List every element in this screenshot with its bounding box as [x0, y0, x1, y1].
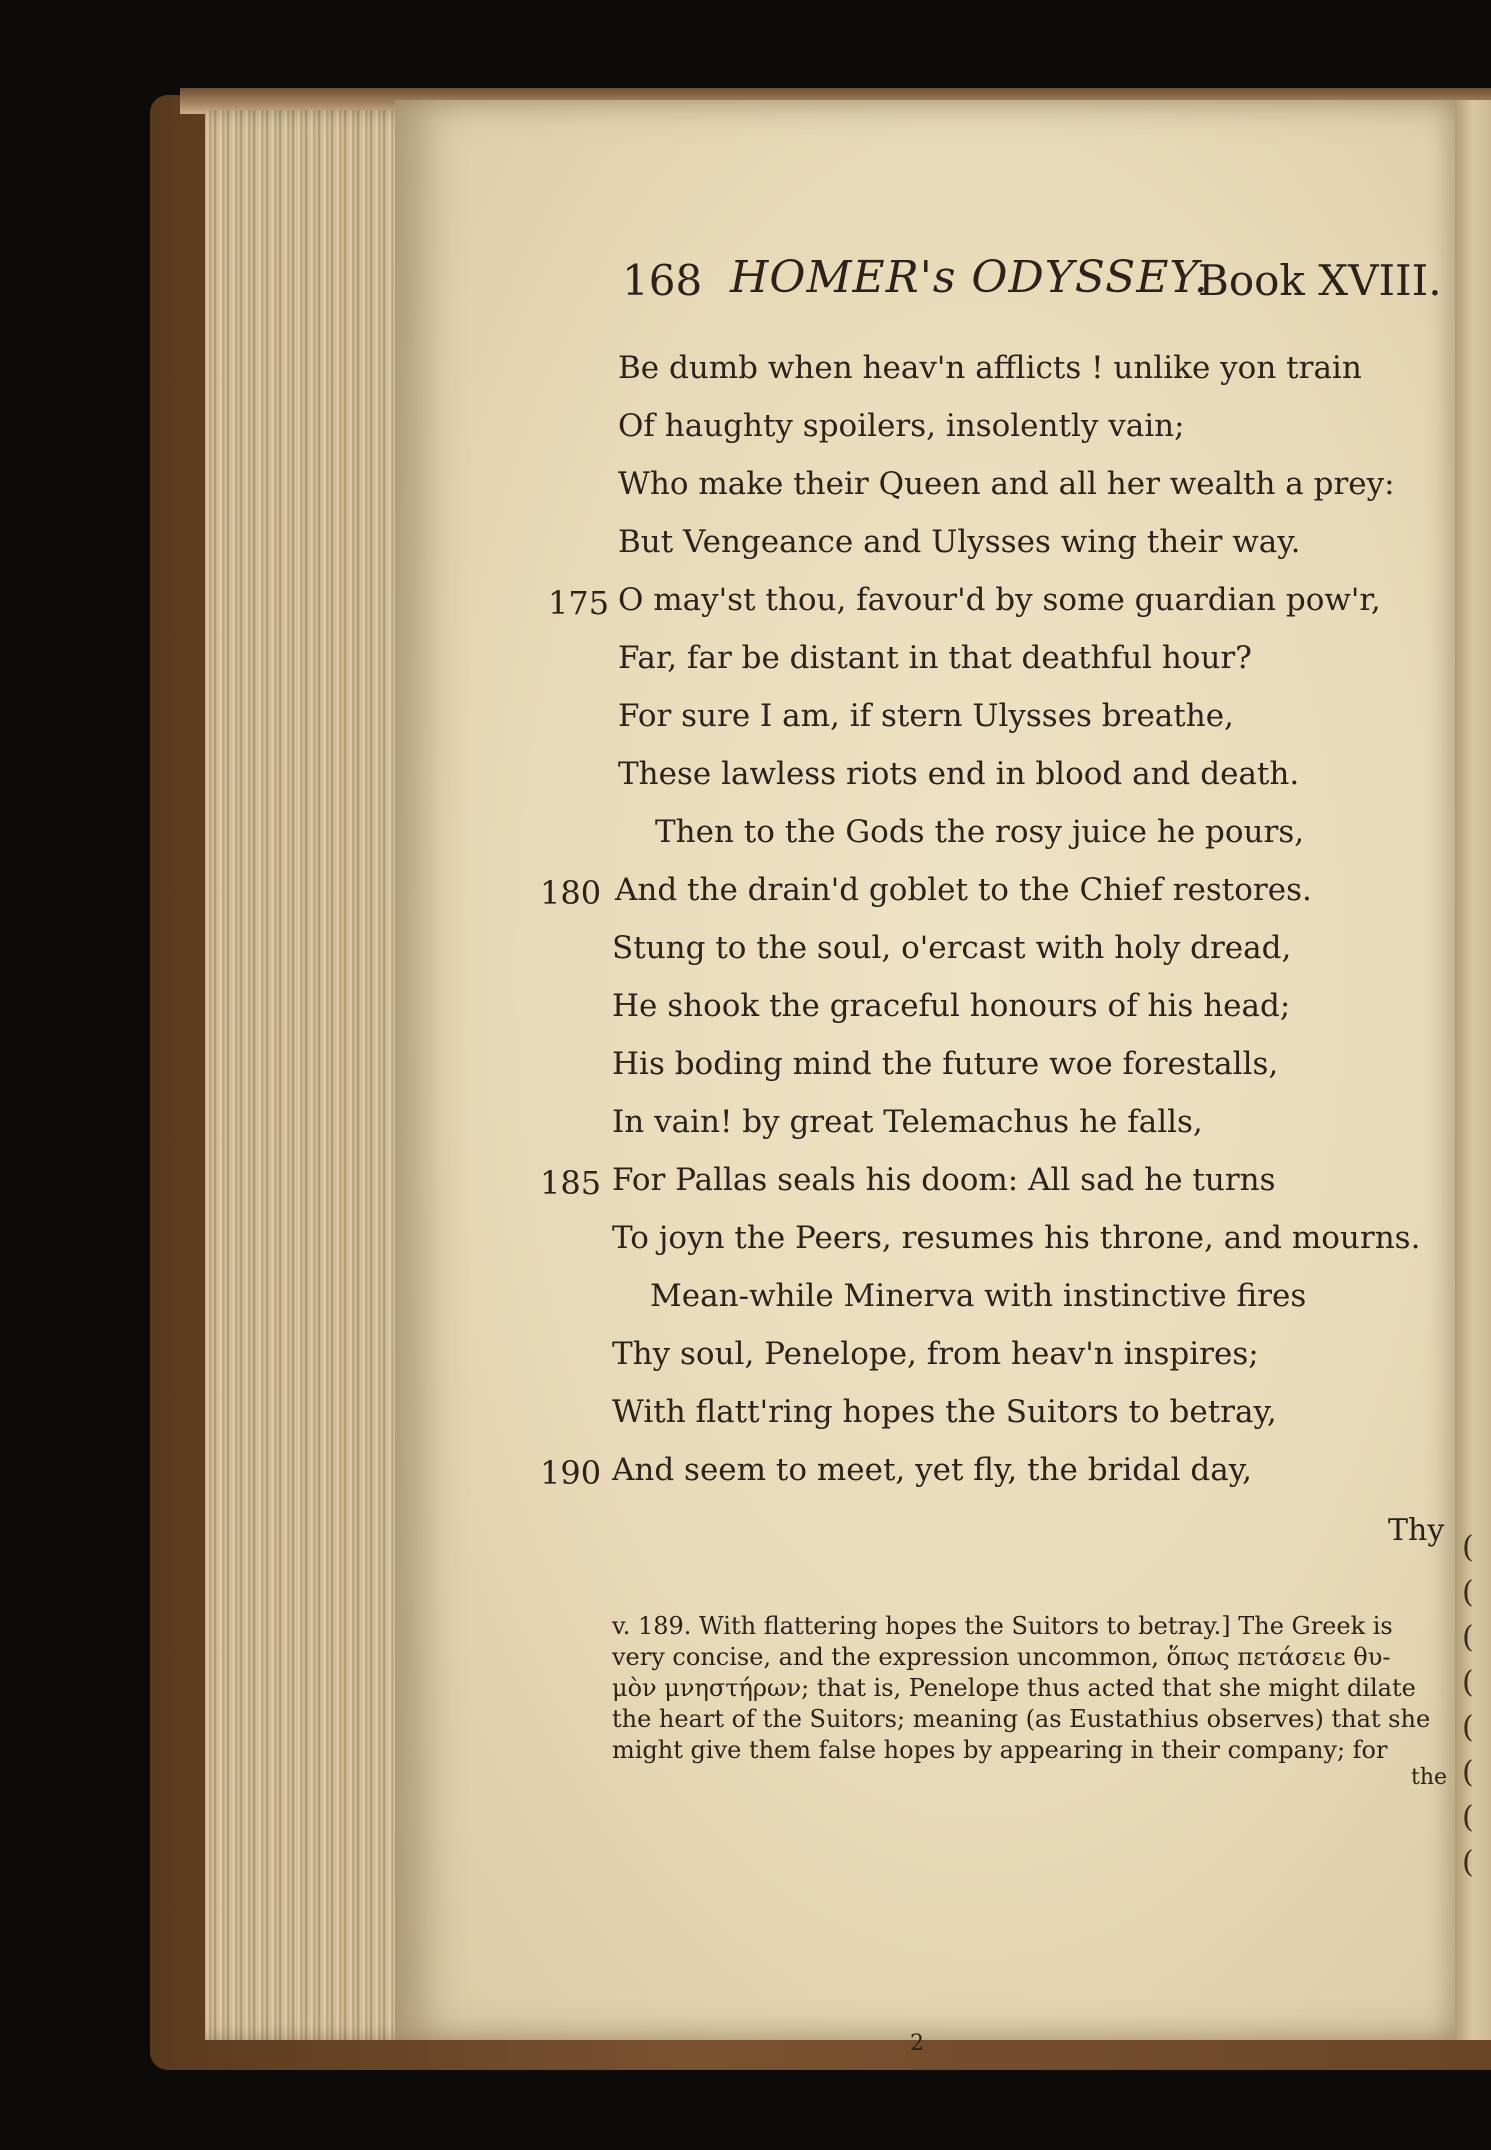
verse-line: With flatt'ring hopes the Suitors to betray, — [612, 1394, 1277, 1430]
facing-page-glyph: ( — [1462, 1845, 1474, 1880]
facing-page-glyph: ( — [1462, 1530, 1474, 1565]
footnote-line: very concise, and the expression uncommon, ὅπως πετάσειε θυ- — [612, 1643, 1391, 1671]
verse-line: These lawless riots end in blood and death. — [618, 756, 1300, 792]
footnote-line: might give them false hopes by appearing in their company; for — [612, 1736, 1388, 1764]
verse-line: O may'st thou, favour'd by some guardian pow'r, — [618, 582, 1381, 618]
verse-line: Who make their Queen and all her wealth a prey: — [618, 466, 1395, 502]
line-number: 190 — [540, 1454, 602, 1492]
verse-line: But Vengeance and Ulysses wing their way. — [618, 524, 1301, 560]
facing-page-glyph: ( — [1462, 1575, 1474, 1610]
facing-page-glyph: ( — [1462, 1620, 1474, 1655]
verse-line: Far, far be distant in that deathful hour? — [618, 640, 1252, 676]
facing-page-edge — [1455, 100, 1491, 2040]
verse-line: For sure I am, if stern Ulysses breathe, — [618, 698, 1234, 734]
page-number: 168 — [622, 256, 703, 305]
book-label: Book XVIII. — [1198, 256, 1442, 305]
verse-line: And the drain'd goblet to the Chief restores. — [615, 872, 1312, 908]
verse-line: And seem to meet, yet fly, the bridal day, — [612, 1452, 1252, 1488]
footnote-catchword: the — [1411, 1765, 1448, 1790]
catchword: Thy — [1388, 1513, 1445, 1548]
footnote-line: the heart of the Suitors; meaning (as Eustathius observes) that she — [612, 1705, 1431, 1733]
verse-line: Be dumb when heav'n afflicts ! unlike yon train — [618, 350, 1362, 386]
verse-line: Then to the Gods the rosy juice he pours, — [655, 814, 1305, 850]
footnote-line: μὸν μνηστήρων; that is, Penelope thus acted that she might dilate — [612, 1674, 1416, 1702]
facing-page-glyph: ( — [1462, 1710, 1474, 1745]
line-number: 175 — [548, 584, 610, 622]
facing-page-glyph: ( — [1462, 1755, 1474, 1790]
running-title: HOMER's ODYSSEY. — [730, 252, 1209, 303]
verse-line: Mean-while Minerva with instinctive fires — [650, 1278, 1307, 1314]
verse-line: His boding mind the future woe forestalls, — [612, 1046, 1279, 1082]
verse-line: Of haughty spoilers, insolently vain; — [618, 408, 1185, 444]
verse-line: In vain! by great Telemachus he falls, — [612, 1104, 1203, 1140]
verse-line: He shook the graceful honours of his head; — [612, 988, 1291, 1024]
signature-mark: 2 — [910, 2031, 924, 2056]
facing-page-glyph: ( — [1462, 1800, 1474, 1835]
line-number: 180 — [540, 874, 602, 912]
facing-page-glyph: ( — [1462, 1665, 1474, 1700]
footnote-line: v. 189. With flattering hopes the Suitors to betray.] The Greek is — [612, 1612, 1393, 1640]
verse-line: Thy soul, Penelope, from heav'n inspires; — [612, 1336, 1259, 1372]
verse-line: To joyn the Peers, resumes his throne, and mourns. — [612, 1220, 1421, 1256]
verse-line: For Pallas seals his doom: All sad he turns — [612, 1162, 1276, 1198]
verse-line: Stung to the soul, o'ercast with holy dread, — [612, 930, 1292, 966]
line-number: 185 — [540, 1164, 602, 1202]
